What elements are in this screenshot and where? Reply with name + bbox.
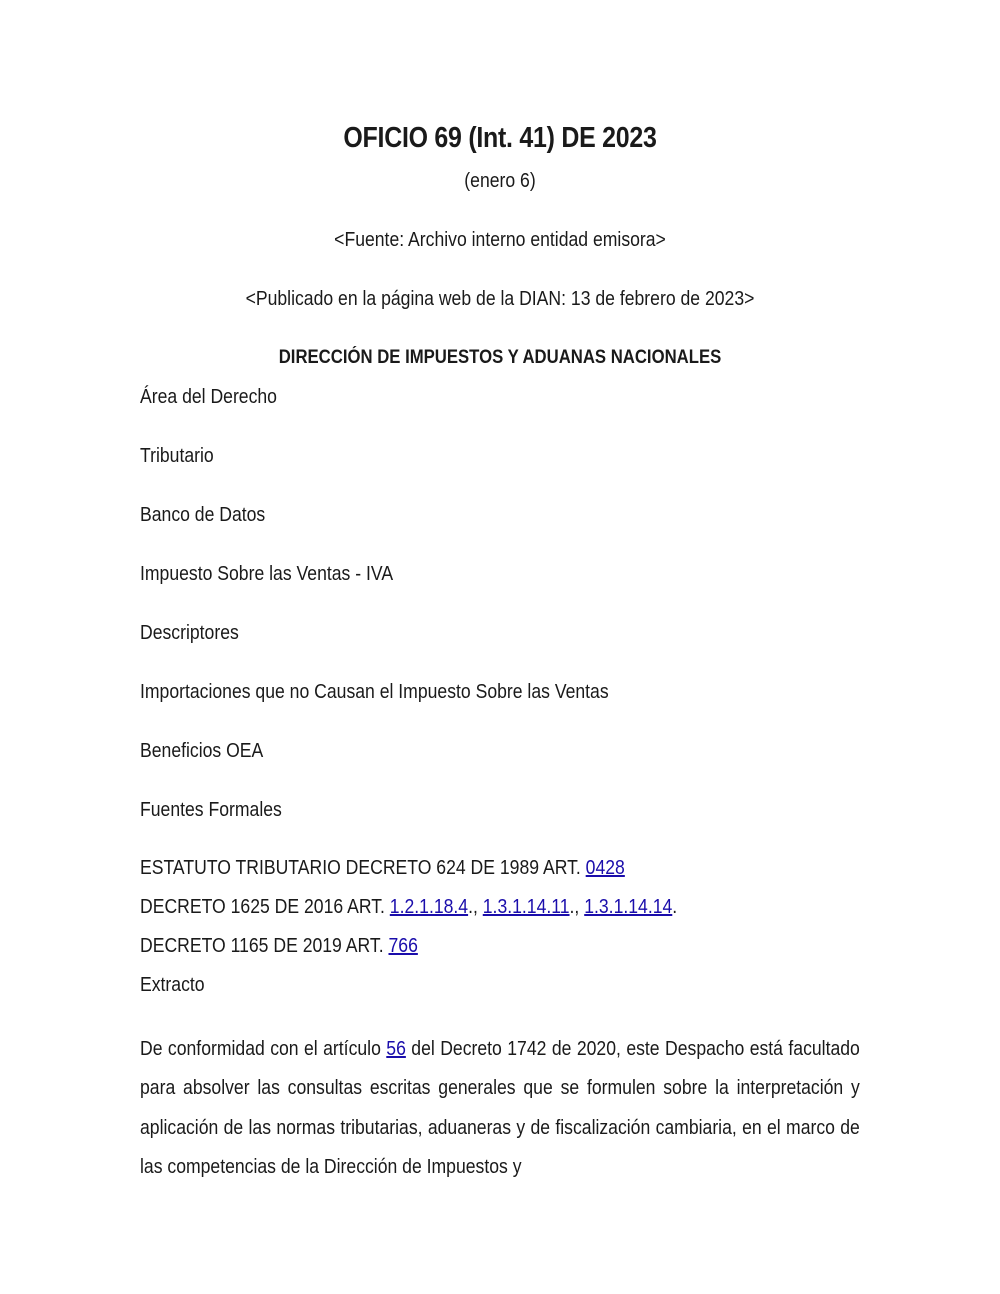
- extract-paragraph: [140, 1030, 860, 1187]
- document-source: <Fuente: Archivo interno entidad emisora>: [334, 229, 666, 251]
- field-area-label: Área del Derecho: [140, 386, 277, 408]
- source-decreto-1165: [140, 933, 418, 959]
- field-sources-label: Fuentes Formales: [140, 799, 282, 821]
- extract-label: Extracto: [140, 974, 205, 996]
- link-art-56[interactable]: 56: [386, 1038, 406, 1060]
- link-art-1-2-1-18-4[interactable]: 1.2.1.18.4: [389, 896, 469, 918]
- field-descriptor-2: Beneficios OEA: [140, 740, 264, 762]
- source-decreto-1165-text: DECRETO 1165 DE 2019 ART.: [140, 935, 389, 957]
- source-estatuto-text: ESTATUTO TRIBUTARIO DECRETO 624 DE 1989 ART.: [140, 857, 586, 879]
- source-decreto-1625: [140, 894, 677, 920]
- document-title: OFICIO 69 (Int. 41) DE 2023: [343, 122, 657, 154]
- field-area-value: Tributario: [140, 445, 214, 467]
- document-published: <Publicado en la página web de la DIAN: 13 de febrero de 2023>: [245, 288, 755, 310]
- paragraph-text-start: De conformidad con el artículo: [140, 1038, 387, 1060]
- entity-heading: DIRECCIÓN DE IMPUESTOS Y ADUANAS NACIONALES: [278, 347, 722, 368]
- field-descriptor-1: Importaciones que no Causan el Impuesto Sobre las Ventas: [140, 681, 609, 703]
- link-art-1-3-1-14-14[interactable]: 1.3.1.14.14: [584, 896, 673, 918]
- field-descriptors-label: Descriptores: [140, 622, 239, 644]
- link-art-0428[interactable]: 0428: [585, 857, 625, 879]
- document-date: (enero 6): [464, 170, 536, 192]
- separator: .,: [569, 896, 585, 918]
- document-page: [140, 0, 860, 1294]
- field-bank-value: Impuesto Sobre las Ventas - IVA: [140, 563, 394, 585]
- link-art-766[interactable]: 766: [388, 935, 418, 957]
- link-art-1-3-1-14-11[interactable]: 1.3.1.14.11: [482, 896, 570, 918]
- separator: .,: [468, 896, 483, 918]
- field-bank-label: Banco de Datos: [140, 504, 266, 526]
- paragraph-text-rest: del Decreto 1742 de 2020, este Despacho está facultado para absolver las consultas escritas generales que se formulen sobre la interpretación y aplicación de las normas tributarias, aduaneras y de fiscalización cambiaria, en el marco de las competencias de la Dirección de Impuestos y: [140, 1038, 860, 1178]
- source-estatuto: [140, 855, 625, 881]
- terminator: .: [672, 896, 678, 918]
- source-decreto-1625-text: DECRETO 1625 DE 2016 ART.: [140, 896, 390, 918]
